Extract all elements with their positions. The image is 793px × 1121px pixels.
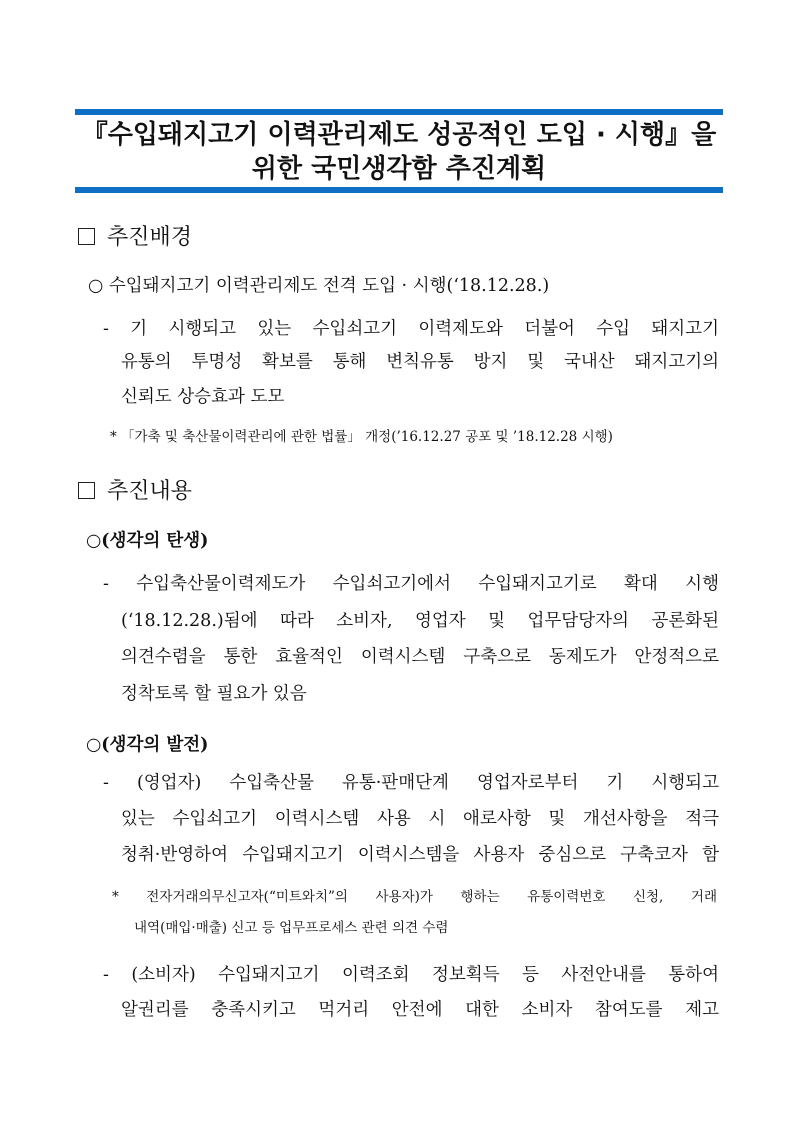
checkbox-square-icon (78, 228, 95, 245)
section-heading-background: 추진배경 (78, 223, 192, 253)
section-heading-content: 추진내용 (78, 477, 192, 507)
consumer-line: 알권리를 충족시키고 먹거리 안전에 대한 소비자 참여도를 제고 (121, 1000, 719, 1020)
development-footnote: * 전자거래의무신고자(“미트와치”의 사용자)가 행하는 유통이력번호 신청, 거래 (112, 889, 717, 905)
background-dash-line: 신뢰도 상승효과 도모 (121, 387, 285, 407)
title-rule-bottom (75, 187, 723, 193)
birth-line: 정착토록 할 필요가 있음 (121, 684, 307, 704)
consumer-line: - (소비자) 수입돼지고기 이력조회 정보획득 등 사전안내를 통하여 (103, 965, 719, 985)
checkbox-square-icon (78, 482, 95, 499)
title-rule-top (75, 109, 723, 115)
background-footnote: * 「가축 및 축산물이력관리에 관한 법률」 개정(’16.12.27 공포 및 ’18.12.28 시행) (110, 429, 613, 445)
development-label: ○(생각의 발전) (86, 735, 209, 755)
development-line: 청취·반영하여 수입돼지고기 이력시스템을 사용자 중심으로 구축코자 함 (121, 845, 719, 865)
birth-label: ○(생각의 탄생) (86, 531, 209, 551)
birth-line: 의견수렴을 통한 효율적인 이력시스템 구축으로 동제도가 안정적으로 (121, 647, 719, 667)
background-bullet: ○ 수입돼지고기 이력관리제도 전격 도입 · 시행(‘18.12.28.) (88, 276, 550, 296)
development-line: - (영업자) 수입축산물 유통·판매단계 영업자로부터 기 시행되고 (103, 773, 719, 793)
birth-line: (‘18.12.28.)됨에 따라 소비자, 영업자 및 업무담당자의 공론화된 (121, 611, 719, 631)
page-title-line-1: 『수입돼지고기 이력관리제도 성공적인 도입 · 시행』을 (81, 120, 717, 150)
development-footnote: 내역(매입·매출) 신고 등 업무프로세스 관련 의견 수렴 (134, 920, 449, 936)
birth-line: - 수입축산물이력제도가 수입쇠고기에서 수입돼지고기로 확대 시행 (103, 574, 719, 594)
development-line: 있는 수입쇠고기 이력시스템 사용 시 애로사항 및 개선사항을 적극 (121, 809, 719, 829)
background-dash-line: - 기 시행되고 있는 수입쇠고기 이력제도와 더불어 수입 돼지고기 (103, 319, 719, 339)
page-title-line-2: 위한 국민생각함 추진계획 (251, 154, 547, 184)
background-dash-line: 유통의 투명성 확보를 통해 변칙유통 방지 및 국내산 돼지고기의 (121, 352, 719, 372)
